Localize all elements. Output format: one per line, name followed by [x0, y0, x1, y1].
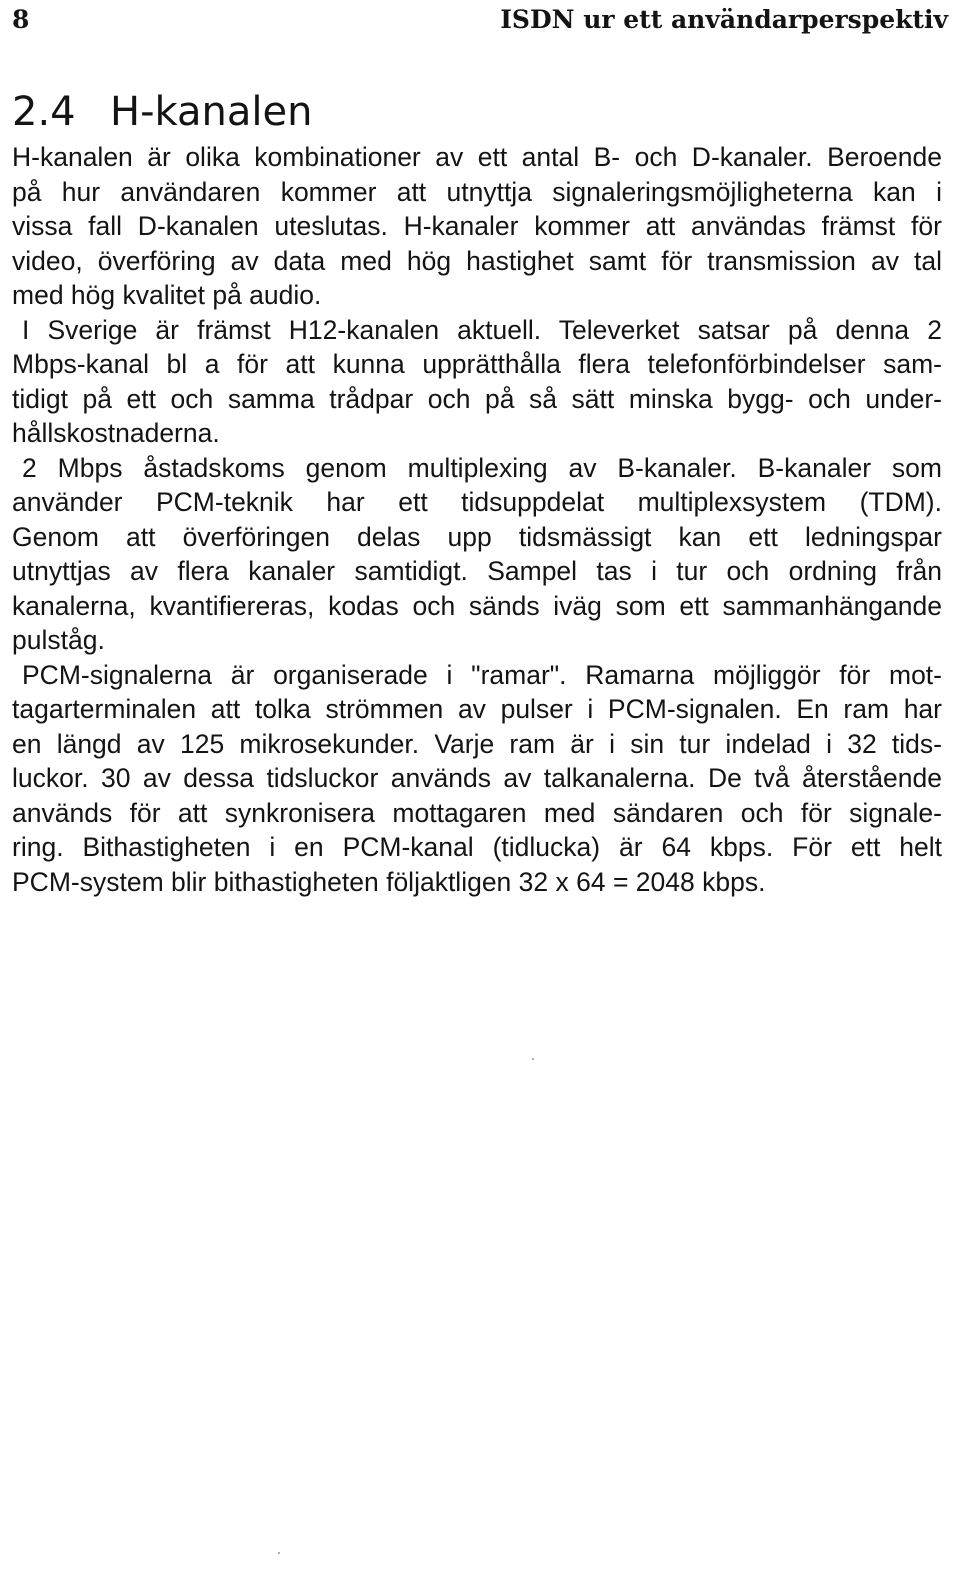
text-line: tidigt på ett och samma trådpar och på så sätt minska bygg- och under-	[12, 383, 942, 414]
text-line: video, överföring av data med hög hastighet samt för transmission av tal	[12, 245, 942, 276]
paragraph	[12, 140, 942, 313]
text-line: PCM-signalerna är organiserade i "ramar". Ramarna möjliggör för mot-	[22, 659, 942, 690]
text-line: I Sverige är främst H12-kanalen aktuell. Televerket satsar på denna 2	[22, 314, 942, 345]
text-line: tagarterminalen att tolka strömmen av pulser i PCM-signalen. En ram har	[12, 694, 942, 724]
text-line: vissa fall D-kanalen uteslutas. H-kanaler kommer att användas främst för	[12, 211, 942, 241]
text-line: pulståg.	[12, 625, 105, 655]
text-line: utnyttjas av flera kanaler samtidigt. Sampel tas i tur och ordning från	[12, 556, 942, 586]
body-text	[12, 140, 942, 899]
text-line: används för att synkronisera mottagaren med sändaren och för signale-	[12, 797, 942, 828]
scan-speck	[532, 1058, 534, 1060]
paragraph	[12, 451, 942, 658]
text-line: på hur användaren kommer att utnyttja signaleringsmöjligheterna kan i	[12, 176, 942, 207]
text-line: Genom att överföringen delas upp tidsmässigt kan ett ledningspar	[12, 521, 942, 552]
text-line: Mbps-kanal bl a för att kunna upprätthålla flera telefonförbindelser sam-	[12, 349, 942, 379]
section-number: 2.4	[12, 89, 76, 135]
running-header	[12, 0, 948, 44]
scan-speck	[278, 1552, 280, 1554]
page-number: 8	[12, 5, 30, 34]
text-line: PCM-system blir bithastigheten följaktligen 32 x 64 = 2048 kbps.	[12, 866, 766, 897]
text-line: en längd av 125 mikrosekunder. Varje ram är i sin tur indelad i 32 tids-	[12, 728, 942, 759]
text-line: luckor. 30 av dessa tidsluckor används av talkanalerna. De två återstående	[12, 763, 942, 793]
running-title: ISDN ur ett användarperspektiv	[500, 5, 948, 34]
text-line: 2 Mbps åstadskoms genom multiplexing av B-kanaler. B-kanaler som	[22, 452, 942, 483]
text-line: kanalerna, kvantifiereras, kodas och sänds iväg som ett sammanhängande	[12, 590, 942, 621]
text-line: ring. Bithastigheten i en PCM-kanal (tidlucka) är 64 kbps. För ett helt	[12, 832, 942, 862]
text-line: med hög kvalitet på audio.	[12, 280, 322, 310]
paragraph	[12, 658, 942, 900]
text-line: använder PCM-teknik har ett tidsuppdelat multiplexsystem (TDM).	[12, 487, 942, 517]
text-line: hållskostnaderna.	[12, 418, 220, 448]
section-heading	[12, 88, 312, 136]
section-title: H-kanalen	[110, 89, 313, 135]
paragraph	[12, 313, 942, 451]
text-line: H-kanalen är olika kombinationer av ett antal B- och D-kanaler. Beroende	[12, 142, 942, 172]
